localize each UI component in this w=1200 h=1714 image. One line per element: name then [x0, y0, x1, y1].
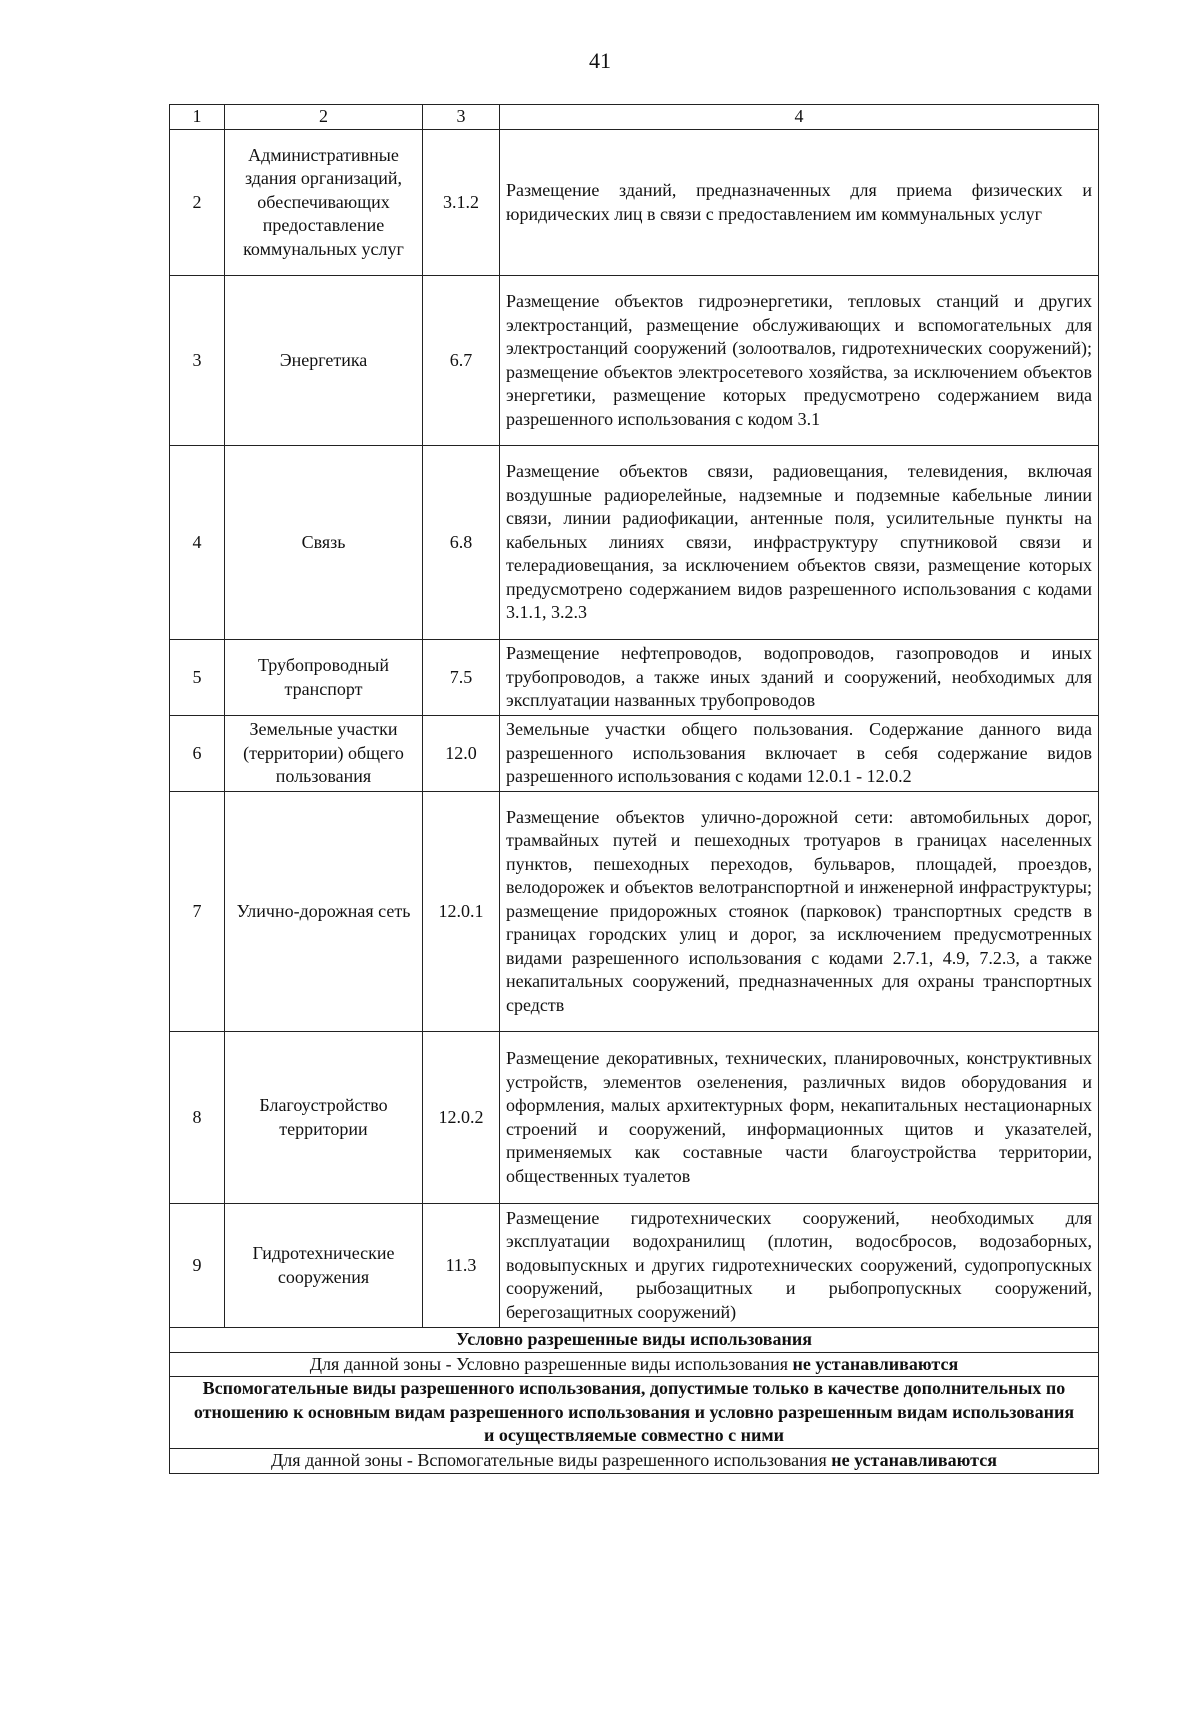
table-row: [170, 1032, 1099, 1204]
use-type-code: 6.8: [423, 446, 500, 640]
table-row: [170, 640, 1099, 716]
table-row: [170, 792, 1099, 1032]
auxiliary-note-text: Для данной зоны - Вспомогательные виды разрешенного использования: [271, 1450, 832, 1470]
use-type-description: Размещение нефтепроводов, водопроводов, газопроводов и иных трубопроводов, а также иных зданий и сооружений, необходимых для эксплуатации названных трубопроводов: [500, 640, 1099, 716]
use-type-code: 12.0.2: [423, 1032, 500, 1204]
header-col-3: 3: [423, 105, 500, 130]
use-type-name: Благоустройство территории: [225, 1032, 423, 1204]
table-row: [170, 1204, 1099, 1328]
use-type-description: Размещение зданий, предназначенных для приема физических и юридических лиц в связи с предоставлением им коммунальных услуг: [500, 130, 1099, 276]
table-row: [170, 716, 1099, 792]
row-number: 6: [170, 716, 225, 792]
row-number: 9: [170, 1204, 225, 1328]
table-row: [170, 446, 1099, 640]
conditional-uses-heading: Условно разрешенные виды использования: [170, 1328, 1099, 1353]
row-number: 2: [170, 130, 225, 276]
use-type-description: Размещение декоративных, технических, планировочных, конструктивных устройств, элементов озеленения, различных видов оборудования и оформления, малых архитектурных форм, некапитальных нестационарных строений и сооружений, информационных щитов и указателей, применяемых как составные части благоустройства территории, общественных туалетов: [500, 1032, 1099, 1204]
use-type-description: Размещение объектов связи, радиовещания, телевидения, включая воздушные радиорелейные, надземные и подземные кабельные линии связи, линии радиофикации, антенные поля, усилительные пункты на кабельных линиях связи, инфраструктуру спутниковой связи и телерадиовещания, за исключением объектов связи, размещение которых предусмотрено содержанием видов разрешенного использования с кодами 3.1.1, 3.2.3: [500, 446, 1099, 640]
use-type-name: Гидротехнические сооружения: [225, 1204, 423, 1328]
use-type-name: Земельные участки (территории) общего пользования: [225, 716, 423, 792]
use-type-name: Улично-дорожная сеть: [225, 792, 423, 1032]
header-col-2: 2: [225, 105, 423, 130]
table-row: [170, 276, 1099, 446]
auxiliary-uses-heading: Вспомогательные виды разрешенного использования, допустимые только в качестве дополнительных по отношению к основным видам разрешенного использования и условно разрешенным видам использования и осуществляемые совместно с ними: [170, 1377, 1099, 1449]
table-row: [170, 130, 1099, 276]
use-type-code: 12.0.1: [423, 792, 500, 1032]
header-col-1: 1: [170, 105, 225, 130]
row-number: 5: [170, 640, 225, 716]
use-type-name: Трубопроводный транспорт: [225, 640, 423, 716]
conditional-note-emphasis: не устанавливаются: [792, 1353, 959, 1374]
conditional-uses-note: [170, 1352, 1099, 1377]
table-header-row: [170, 105, 1099, 130]
use-type-code: 3.1.2: [423, 130, 500, 276]
use-type-description: Размещение гидротехнических сооружений, необходимых для эксплуатации водохранилищ (плотин, водосбросов, водозаборных, водовыпускных и других гидротехнических сооружений, судопропускных сооружений, рыбозащитных и рыбопропускных сооружений, берегозащитных сооружений): [500, 1204, 1099, 1328]
row-number: 3: [170, 276, 225, 446]
use-type-code: 6.7: [423, 276, 500, 446]
row-number: 4: [170, 446, 225, 640]
section-note-row: [170, 1352, 1099, 1377]
use-type-name: Связь: [225, 446, 423, 640]
use-type-description: Размещение объектов улично-дорожной сети: автомобильных дорог, трамвайных путей и пешеходных тротуаров в границах населенных пунктов, пешеходных переходов, бульваров, площадей, проездов, велодорожек и объектов велотранспортной и инженерной инфраструктуры; размещение придорожных стоянок (парковок) транспортных средств в границах городских улиц и дорог, за исключением предусмотренных видами разрешенного использования с кодами 2.7.1, 4.9, 7.2.3, а также некапитальных сооружений, предназначенных для охраны транспортных средств: [500, 792, 1099, 1032]
page-number: 41: [589, 48, 611, 73]
header-col-4: 4: [500, 105, 1099, 130]
auxiliary-uses-note: [170, 1449, 1099, 1474]
section-row: [170, 1377, 1099, 1449]
use-type-name: Энергетика: [225, 276, 423, 446]
section-row: [170, 1328, 1099, 1353]
conditional-note-text: Для данной зоны - Условно разрешенные виды использования: [309, 1353, 793, 1374]
section-note-row: [170, 1449, 1099, 1474]
use-type-description: Земельные участки общего пользования. Содержание данного вида разрешенного использования включает в себя содержание видов разрешенного использования с кодами 12.0.1 - 12.0.2: [500, 716, 1099, 792]
use-type-description: Размещение объектов гидроэнергетики, тепловых станций и других электростанций, размещение обслуживающих и вспомогательных для электростанций сооружений (золоотвалов, гидротехнических сооружений); размещение объектов электросетевого хозяйства, за исключением объектов энергетики, размещение которых предусмотрено содержанием вида разрешенного использования с кодом 3.1: [500, 276, 1099, 446]
land-use-table: [169, 104, 1099, 1474]
row-number: 7: [170, 792, 225, 1032]
use-type-code: 7.5: [423, 640, 500, 716]
row-number: 8: [170, 1032, 225, 1204]
use-type-code: 11.3: [423, 1204, 500, 1328]
use-type-name: Административные здания организаций, обеспечивающих предоставление коммунальных услуг: [225, 130, 423, 276]
auxiliary-note-emphasis: не устанавливаются: [831, 1450, 997, 1470]
use-type-code: 12.0: [423, 716, 500, 792]
